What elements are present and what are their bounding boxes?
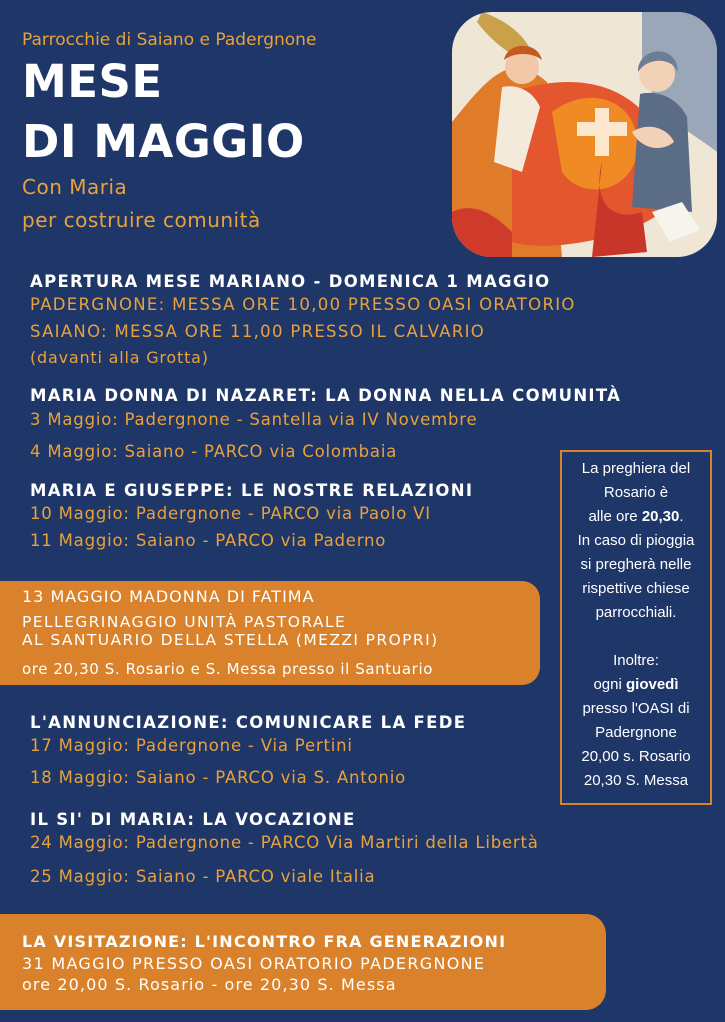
tagline-line-1: Con Maria: [22, 175, 128, 199]
info-line: ogni giovedì: [593, 676, 679, 693]
week3-heading: L'ANNUNCIAZIONE: COMUNICARE LA FEDE: [30, 713, 467, 732]
info-line: Padergnone: [595, 724, 677, 741]
closing-line1: LA VISITAZIONE: L'INCONTRO FRA GENERAZIONI: [22, 932, 507, 951]
info-line: La preghiera del: [581, 460, 691, 477]
week2-line2: 11 Maggio: Saiano - PARCO via Paderno: [30, 531, 387, 550]
parishes-subtitle: Parrocchie di Saiano e Padergnone: [22, 30, 317, 50]
rosary-time: 20,30: [641, 508, 680, 525]
week3-line1: 17 Maggio: Padergnone - Via Pertini: [30, 736, 353, 755]
opening-padergnone: PADERGNONE: MESSA ORE 10,00 PRESSO OASI ORATORIO: [30, 295, 576, 314]
fatima-line4: ore 20,30 S. Rosario e S. Messa presso il Santuario: [22, 660, 433, 678]
week1-line1: 3 Maggio: Padergnone - Santella via IV Novembre: [30, 410, 478, 429]
annunciation-artwork: [452, 12, 717, 257]
fatima-line1: 13 MAGGIO MADONNA DI FATIMA: [22, 587, 315, 606]
closing-line3: ore 20,00 S. Rosario - ore 20,30 S. Messa: [22, 975, 397, 994]
fatima-line3: AL SANTUARIO DELLA STELLA (MEZZI PROPRI): [22, 631, 439, 649]
tagline-line-2: per costruire comunità: [22, 208, 261, 232]
info-line: In caso di pioggia: [577, 532, 695, 549]
opening-note: (davanti alla Grotta): [30, 348, 209, 367]
info-line: 20,00 s. Rosario: [581, 748, 691, 765]
info-line: si pregherà nelle: [580, 556, 692, 573]
info-line: presso l'OASI di: [582, 700, 690, 717]
info-line: parrocchiali.: [595, 604, 677, 621]
info-line: 20,30 S. Messa: [583, 772, 689, 789]
week4-line2: 25 Maggio: Saiano - PARCO viale Italia: [30, 867, 376, 886]
week2-heading: MARIA E GIUSEPPE: LE NOSTRE RELAZIONI: [30, 481, 474, 500]
info-line: alle ore 20,30.: [588, 508, 684, 525]
title-line-1: MESE: [22, 55, 163, 108]
week1-line2: 4 Maggio: Saiano - PARCO via Colombaia: [30, 442, 398, 461]
closing-line2: 31 MAGGIO PRESSO OASI ORATORIO PADERGNONE: [22, 954, 486, 973]
week1-heading: MARIA DONNA DI NAZARET: LA DONNA NELLA COMUNITÀ: [30, 386, 622, 405]
info-line: Rosario è: [603, 484, 669, 501]
week4-heading: IL SI' DI MARIA: LA VOCAZIONE: [30, 810, 356, 829]
week2-line1: 10 Maggio: Padergnone - PARCO via Paolo VI: [30, 504, 431, 523]
week3-line2: 18 Maggio: Saiano - PARCO via S. Antonio: [30, 768, 406, 787]
info-line: rispettive chiese: [582, 580, 690, 597]
fatima-line2: PELLEGRINAGGIO UNITÀ PASTORALE: [22, 613, 347, 631]
thursday-label: giovedì: [626, 676, 679, 693]
rosary-info-box: [560, 450, 712, 805]
opening-saiano: SAIANO: MESSA ORE 11,00 PRESSO IL CALVARIO: [30, 322, 486, 341]
title-line-2: DI MAGGIO: [22, 115, 305, 168]
week4-line1: 24 Maggio: Padergnone - PARCO Via Martiri della Libertà: [30, 833, 539, 852]
opening-heading: APERTURA MESE MARIANO - DOMENICA 1 MAGGIO: [30, 272, 551, 291]
info-line: Inoltre:: [613, 652, 659, 669]
